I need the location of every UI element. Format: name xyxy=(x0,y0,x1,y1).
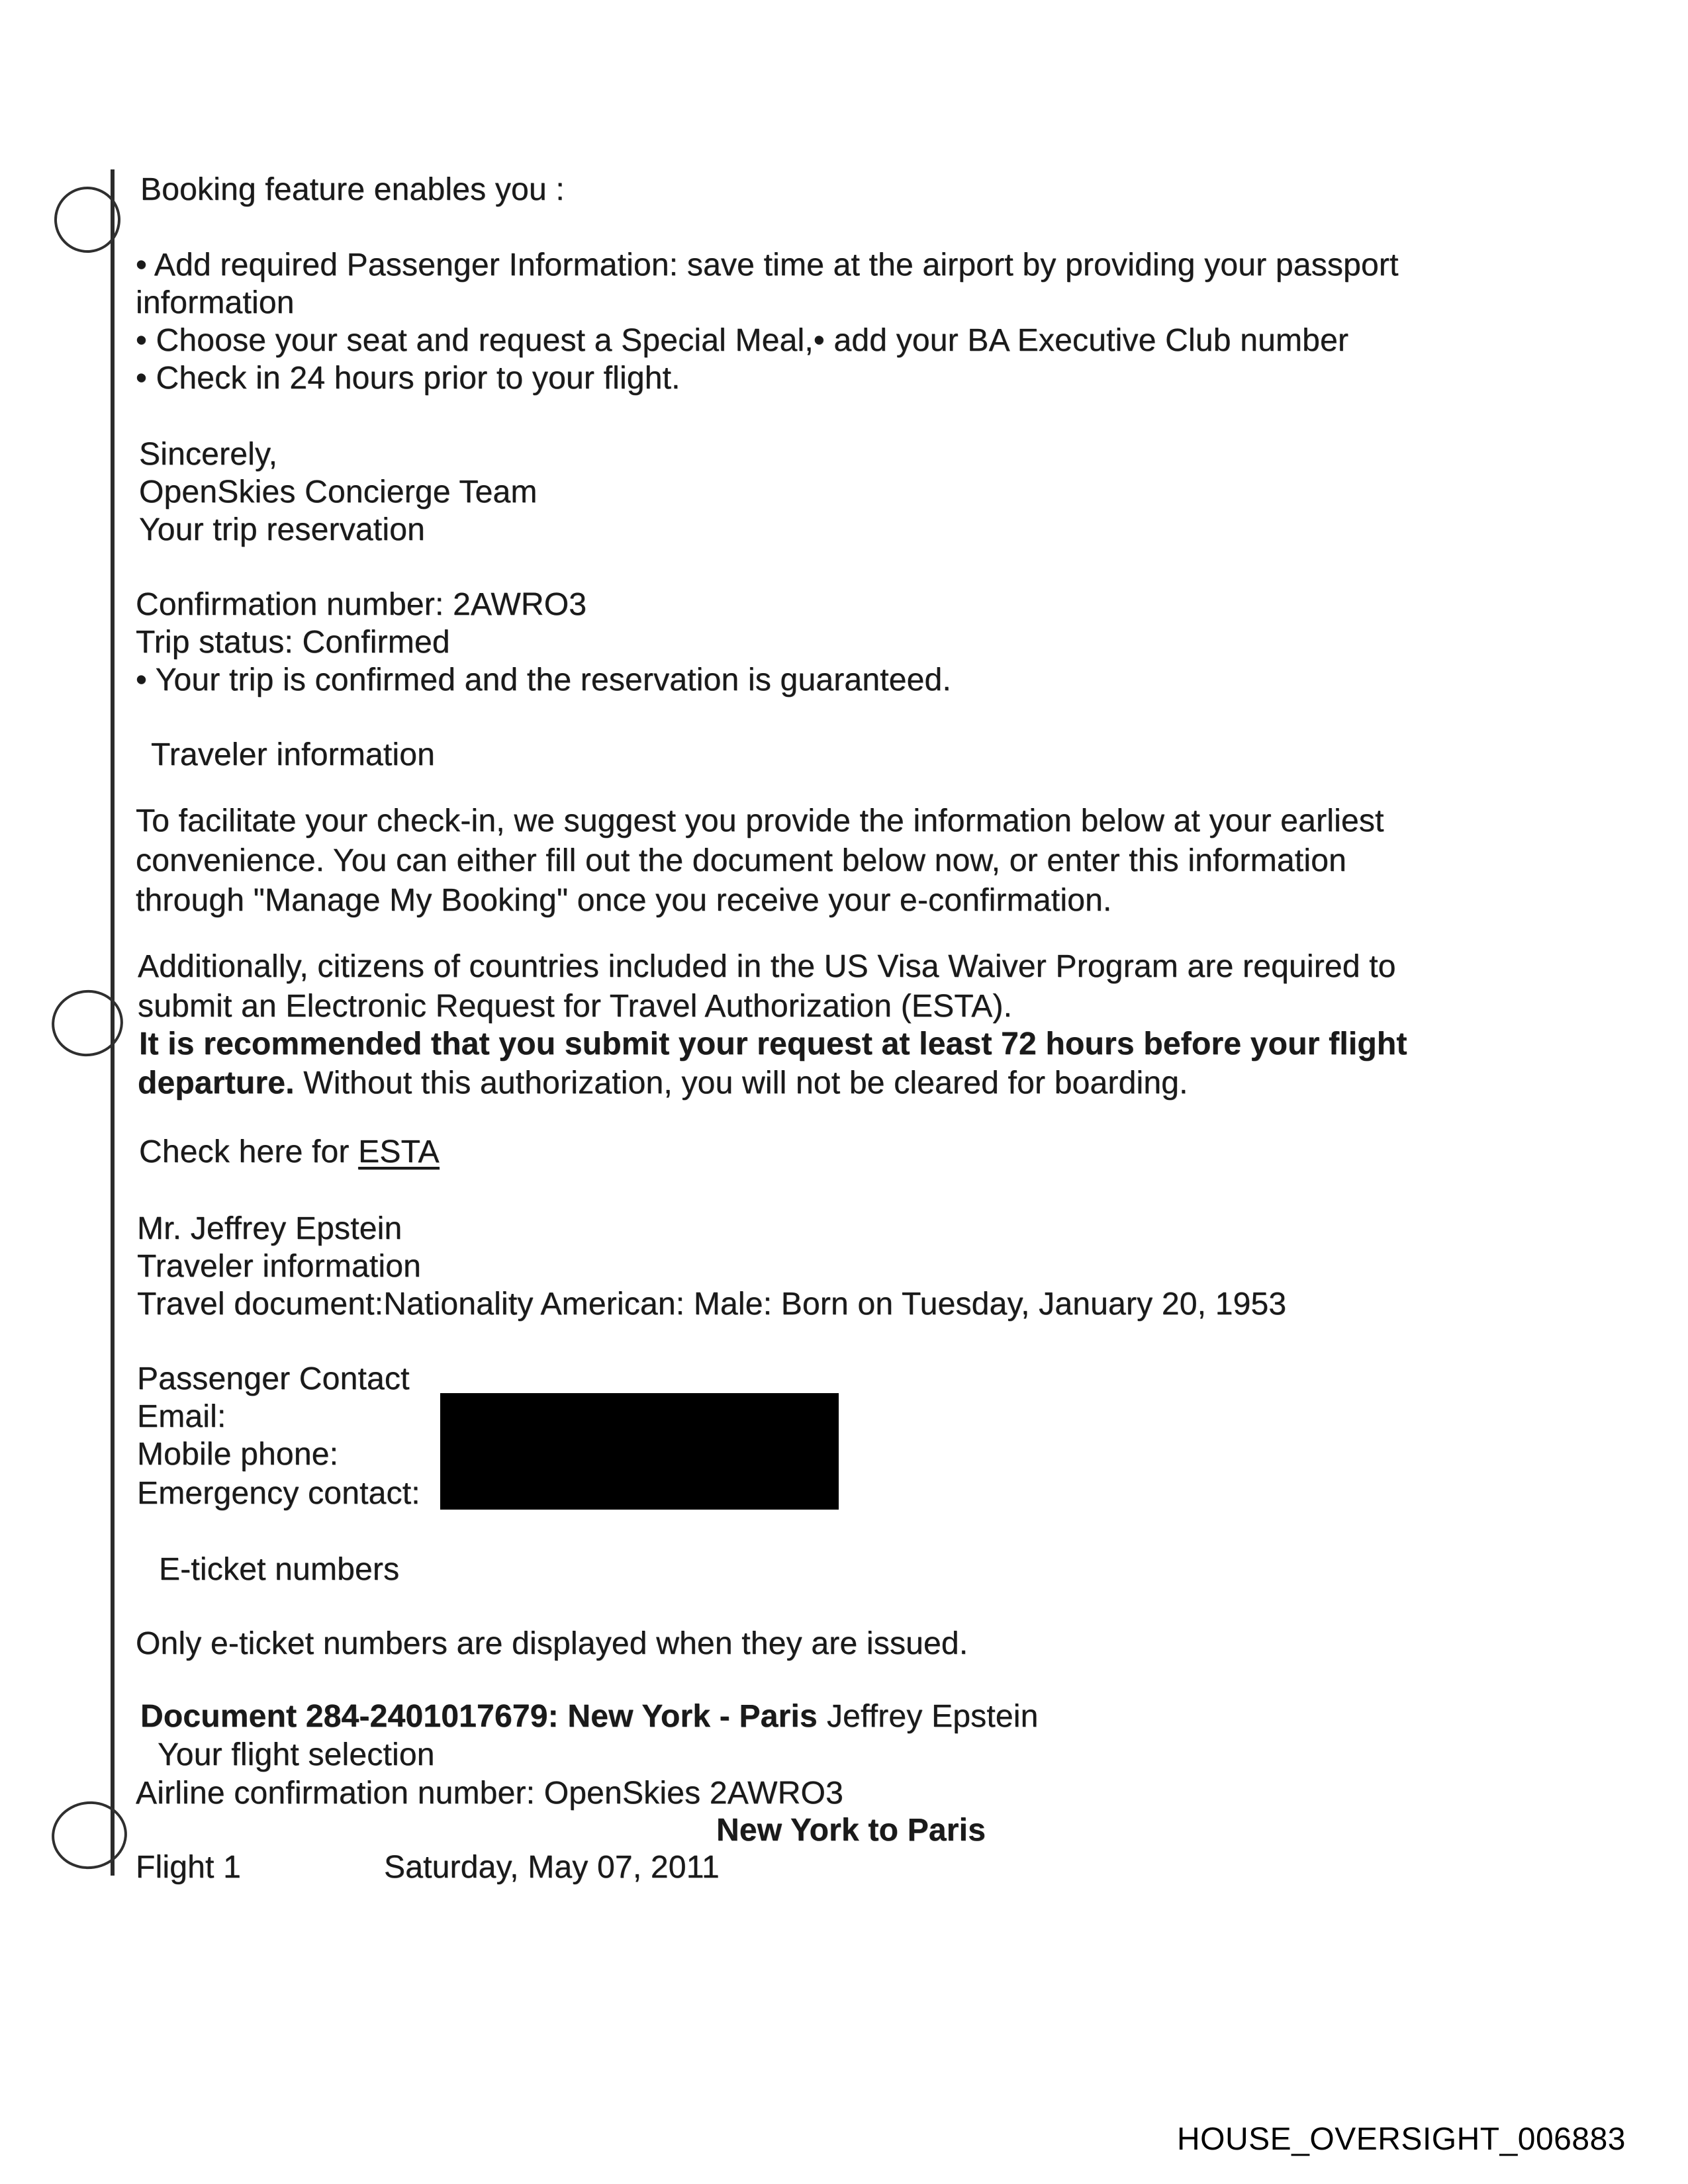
flight-date: Saturday, May 07, 2011 xyxy=(384,1850,720,1885)
flight-document-title-bold: Document 284-2401017679: New York - Paris xyxy=(140,1699,818,1734)
passenger-contact-heading: Passenger Contact xyxy=(137,1361,410,1396)
flight-document-passenger-name: Jeffrey Epstein xyxy=(826,1699,1039,1734)
traveler-info-para1-line3: through "Manage My Booking" once you receive your e-confirmation. xyxy=(136,883,1112,918)
eticket-note: Only e-ticket numbers are displayed when they are issued. xyxy=(136,1626,968,1661)
traveler-name: Mr. Jeffrey Epstein xyxy=(137,1211,402,1246)
esta-link[interactable]: ESTA xyxy=(358,1134,440,1169)
eticket-heading: E-ticket numbers xyxy=(159,1552,400,1587)
intro-bullet3: • Check in 24 hours prior to your flight. xyxy=(136,361,680,396)
signature-closing: Sincerely, xyxy=(139,437,278,472)
flight-label: Flight 1 xyxy=(136,1850,242,1885)
traveler-info-heading: Traveler information xyxy=(151,737,436,772)
trip-status-line: Trip status: Confirmed xyxy=(136,625,450,660)
email-label: Email: xyxy=(137,1399,226,1434)
esta-para-line1: Additionally, citizens of countries included in the US Visa Waiver Program are required to xyxy=(138,949,1396,984)
esta-check-prefix: Check here for xyxy=(139,1134,359,1169)
emergency-contact-label: Emergency contact: xyxy=(137,1476,420,1511)
esta-para-line3-bold: It is recommended that you submit your request at least 72 hours before your flight xyxy=(139,1026,1407,1062)
airline-confirmation-line: Airline confirmation number: OpenSkies 2AWRO3 xyxy=(136,1776,843,1811)
trip-guarantee-line: • Your trip is confirmed and the reservation is guaranteed. xyxy=(136,662,951,698)
flight-document-title xyxy=(140,1698,1039,1735)
intro-bullet2: • Choose your seat and request a Special Meal,• add your BA Executive Club number xyxy=(136,323,1349,358)
route-heading: New York to Paris xyxy=(716,1813,986,1848)
signature-reservation: Your trip reservation xyxy=(139,512,425,547)
traveler-info-para1-line2: convenience. You can either fill out the document below now, or enter this information xyxy=(136,843,1346,878)
confirmation-number-line: Confirmation number: 2AWRO3 xyxy=(136,587,587,622)
esta-para-line4-bold: departure. xyxy=(138,1066,295,1101)
flight-selection-heading: Your flight selection xyxy=(158,1737,435,1772)
intro-bullet1-line2: information xyxy=(136,285,295,320)
intro-heading: Booking feature enables you : xyxy=(140,172,565,207)
mobile-phone-label: Mobile phone: xyxy=(137,1437,339,1472)
intro-bullet1-line1: • Add required Passenger Information: save time at the airport by providing your passport xyxy=(136,248,1399,283)
esta-para-line2: submit an Electronic Request for Travel Authorization (ESTA). xyxy=(138,989,1013,1024)
redaction-box xyxy=(440,1393,839,1510)
esta-para-line4-regular: Without this authorization, you will not be cleared for boarding. xyxy=(294,1066,1188,1101)
traveler-subheading: Traveler information xyxy=(137,1249,422,1284)
bates-number: HOUSE_OVERSIGHT_006883 xyxy=(1177,2122,1626,2157)
esta-check-line xyxy=(139,1133,440,1171)
traveler-info-para1-line1: To facilitate your check-in, we suggest you provide the information below at your earliest xyxy=(136,803,1384,839)
travel-document-line: Travel document:Nationality American: Male: Born on Tuesday, January 20, 1953 xyxy=(137,1287,1287,1322)
punch-hole-middle xyxy=(46,984,128,1062)
signature-team: OpenSkies Concierge Team xyxy=(139,475,538,510)
esta-para-line4 xyxy=(138,1064,1188,1102)
punch-hole-bottom xyxy=(47,1797,131,1874)
